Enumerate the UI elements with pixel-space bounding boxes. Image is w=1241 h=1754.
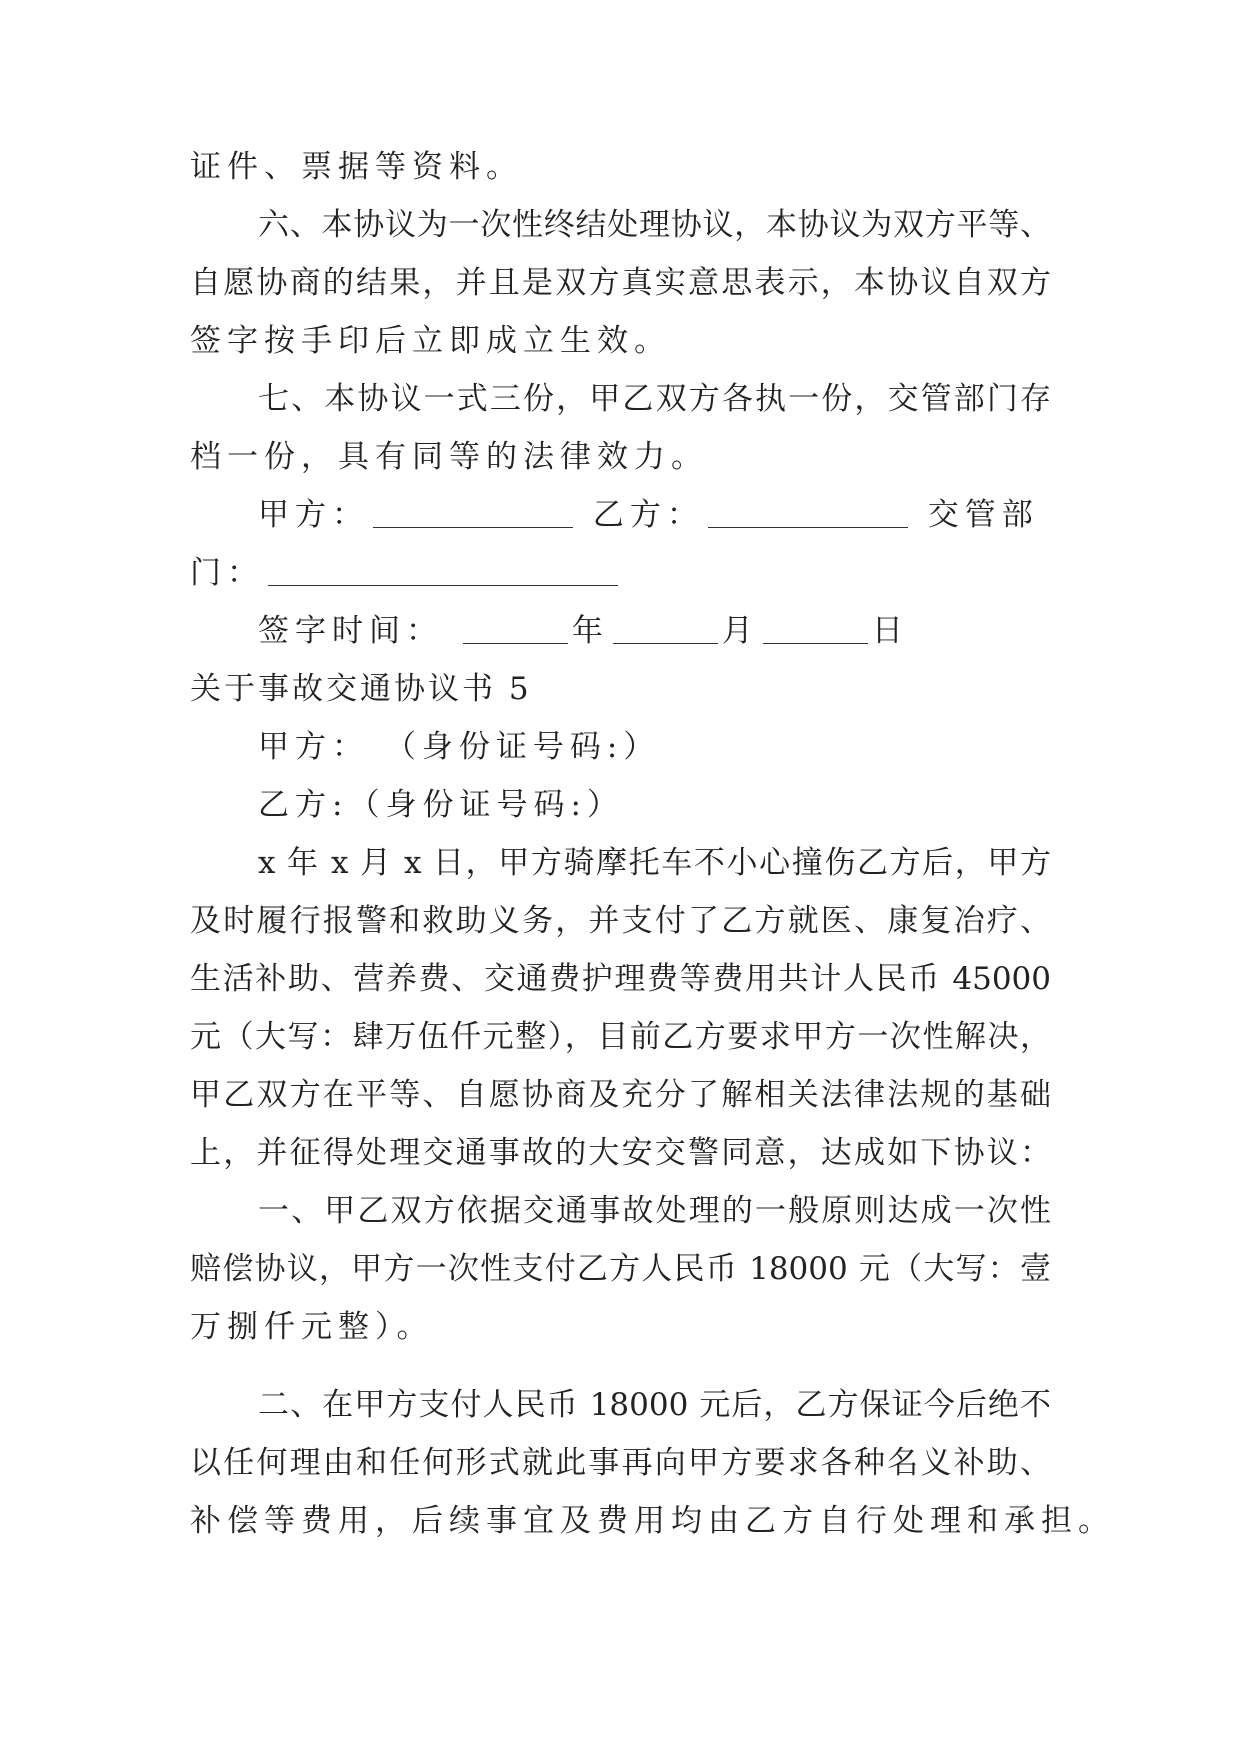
year-blank: [463, 643, 568, 644]
year-label: 年: [571, 613, 609, 649]
paragraph-line: 甲乙双方在平等、自愿协商及充分了解相关法律法规的基础: [190, 1077, 1051, 1113]
paragraph-line: 自愿协商的结果，并且是双方真实意思表示，本协议自双方: [190, 265, 1051, 301]
traffic-dept-label: 交管部: [927, 497, 1039, 533]
paragraph-line: 二、在甲方支付人民币 18000 元后，乙方保证今后绝不: [258, 1387, 1051, 1423]
sign-time-line: [258, 611, 1051, 651]
paragraph-line: 以任何理由和任何形式就此事再向甲方要求各种名义补助、: [190, 1445, 1051, 1481]
party-b-label: 乙方：: [592, 497, 704, 533]
month-label: 月: [721, 613, 759, 649]
paragraph-line: 赔偿协议，甲方一次性支付乙方人民币 18000 元（大写：壹: [190, 1251, 1051, 1287]
paragraph-line: 万捌仟元整）。: [190, 1309, 434, 1345]
paragraph-line: 七、本协议一式三份，甲乙双方各执一份，交管部门存: [258, 381, 1051, 417]
paragraph-line: 档一份，具有同等的法律效力。: [190, 439, 708, 475]
party-a-label: 甲方：: [258, 497, 369, 533]
day-label: 日: [871, 613, 909, 649]
section-title: 关于事故交通协议书 5: [190, 671, 532, 707]
sign-time-label: 签字时间：: [258, 613, 443, 649]
paragraph-line: 上，并征得处理交通事故的大安交警同意，达成如下协议：: [190, 1135, 1051, 1171]
party-b-line: 乙方:（身份证号码:）: [258, 787, 624, 823]
paragraph-line: 元（大写：肆万伍仟元整），目前乙方要求甲方一次性解决，: [190, 1019, 1051, 1055]
paragraph-line: x 年 x 月 x 日，甲方骑摩托车不小心撞伤乙方后，甲方: [258, 845, 1051, 881]
party-a-blank: [373, 527, 573, 528]
party-a-line: 甲方： （身份证号码:）: [258, 729, 661, 765]
party-b-blank: [708, 527, 908, 528]
traffic-dept-label-cont: 门：: [190, 555, 264, 591]
paragraph-line: 生活补助、营养费、交通费护理费等费用共计人民币 45000: [190, 961, 1051, 997]
paragraph-line: 签字按手印后立即成立生效。: [190, 323, 671, 359]
month-blank: [613, 643, 718, 644]
paragraph-line: 补偿等费用，后续事宜及费用均由乙方自行处理和承担。: [190, 1503, 1115, 1539]
signature-line-dept: [190, 553, 1051, 593]
paragraph-line: 六、本协议为一次性终结处理协议，本协议为双方平等、: [258, 207, 1051, 243]
day-blank: [763, 643, 868, 644]
traffic-dept-blank: [268, 585, 618, 586]
signature-line-parties: [258, 495, 1051, 535]
paragraph-line: 证件、票据等资料。: [190, 149, 523, 185]
paragraph-line: 一、甲乙双方依据交通事故处理的一般原则达成一次性: [258, 1193, 1051, 1229]
paragraph-line: 及时履行报警和救助义务，并支付了乙方就医、康复冶疗、: [190, 903, 1051, 939]
